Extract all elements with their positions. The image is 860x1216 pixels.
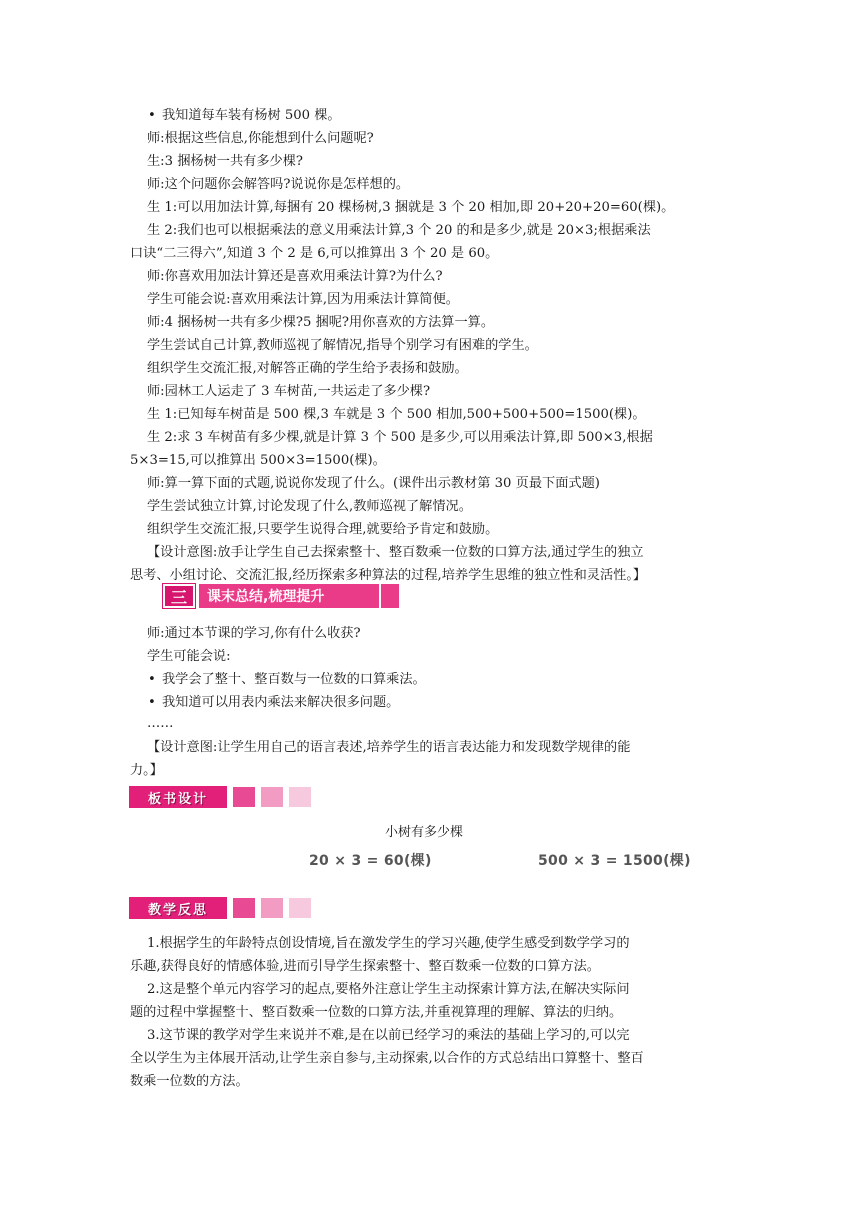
board-formula-left: 20 × 3 = 60(棵) <box>309 853 432 869</box>
dialog-line: 生:3 捆杨树一共有多少棵? <box>147 154 303 169</box>
design-intent: 力。】 <box>130 763 163 778</box>
section-title: 课末总结,梳理提升 <box>199 584 399 608</box>
bullet-icon: • <box>148 108 156 123</box>
dialog-line: 组织学生交流汇报,只要学生说得合理,就要给予肯定和鼓励。 <box>147 522 499 537</box>
section-number: 三 <box>163 584 195 608</box>
bullet-item: • 我知道可以用表内乘法来解决很多问题。 <box>148 691 748 714</box>
dialog-line: 生 1:可以用加法计算,每捆有 20 棵杨树,3 捆就是 3 个 20 相加,即 20+20+20=60(棵)。 <box>147 200 675 215</box>
design-intent: 思考、小组讨论、交流汇报,经历探索多种算法的过程,培养学生思维的独立性和灵活性。】 <box>130 568 647 583</box>
design-intent: 【设计意图:放手让学生自己去探索整十、整百数乘一位数的口算方法,通过学生的独立 <box>147 545 644 560</box>
decor-square <box>261 898 283 918</box>
reflection-line: 乐趣,获得良好的情感体验,进而引导学生探索整十、整百数乘一位数的口算方法。 <box>130 959 600 974</box>
dialog-line: 师:这个问题你会解答吗?说说你是怎样想的。 <box>147 177 410 192</box>
reflection-line: 1.根据学生的年龄特点创设情境,旨在激发学生的学习兴趣,使学生感受到数学学习的 <box>147 936 630 951</box>
dialog-line: 师:4 捆杨树一共有多少棵?5 捆呢?用你喜欢的方法算一算。 <box>147 315 495 330</box>
bullet-item: • 我知道每车装有杨树 500 棵。 <box>148 104 748 127</box>
board-formula-right: 500 × 3 = 1500(棵) <box>538 853 691 869</box>
dialog-line: 师:通过本节课的学习,你有什么收获? <box>147 626 361 641</box>
dialog-line: 5×3=15,可以推算出 500×3=1500(棵)。 <box>130 453 386 468</box>
bullet-icon: • <box>148 695 156 710</box>
dialog-line: 生 2:求 3 车树苗有多少棵,就是计算 3 个 500 是多少,可以用乘法计算,即 500×3,根据 <box>147 430 653 445</box>
dialog-line: 师:根据这些信息,你能想到什么问题呢? <box>147 131 374 146</box>
dialog-line: 学生尝试独立计算,讨论发现了什么,教师巡视了解情况。 <box>147 499 472 514</box>
dialog-line: 学生尝试自己计算,教师巡视了解情况,指导个别学习有困难的学生。 <box>147 338 538 353</box>
reflection-label: 教学反思 <box>129 897 227 919</box>
dialog-line: 学生可能会说:喜欢用乘法计算,因为用乘法计算简便。 <box>147 292 459 307</box>
dialog-line: 生 1:已知每车树苗是 500 棵,3 车就是 3 个 500 相加,500+500+500=1500(棵)。 <box>147 407 646 422</box>
decor-square <box>233 787 255 807</box>
decor-square <box>289 787 311 807</box>
reflection-tag <box>129 897 311 919</box>
reflection-line: 题的过程中掌握整十、整百数乘一位数的口算方法,并重视算理的理解、算法的归纳。 <box>130 1005 623 1020</box>
dialog-line: 组织学生交流汇报,对解答正确的学生给予表扬和鼓励。 <box>147 361 468 376</box>
reflection-line: 全以学生为主体展开活动,让学生亲自参与,主动探索,以合作的方式总结出口算整十、整百 <box>130 1051 644 1066</box>
section-heading <box>163 584 399 608</box>
decor-square <box>261 787 283 807</box>
dialog-line: 师:你喜欢用加法计算还是喜欢用乘法计算?为什么? <box>147 269 443 284</box>
dialog-line: 师:算一算下面的式题,说说你发现了什么。(课件出示教材第 30 页最下面式题) <box>147 476 600 491</box>
dialog-line: 学生可能会说: <box>147 649 231 664</box>
design-intent: 【设计意图:让学生用自己的语言表述,培养学生的语言表达能力和发现数学规律的能 <box>147 740 631 755</box>
reflection-line: 2.这是整个单元内容学习的起点,要格外注意让学生主动探索计算方法,在解决实际问 <box>147 982 630 997</box>
board-title: 小树有多少棵 <box>385 825 464 840</box>
board-design-tag <box>129 786 311 808</box>
decor-square <box>233 898 255 918</box>
dialog-line: 生 2:我们也可以根据乘法的意义用乘法计算,3 个 20 的和是多少,就是 20×3;根据乘法 <box>147 223 651 238</box>
reflection-line: 数乘一位数的方法。 <box>130 1074 249 1089</box>
dialog-line: 口诀“二三得六”,知道 3 个 2 是 6,可以推算出 3 个 20 是 60。 <box>130 246 499 261</box>
bullet-item: • 我学会了整十、整百数与一位数的口算乘法。 <box>148 668 748 691</box>
decor-square <box>289 898 311 918</box>
bullet-icon: • <box>148 672 156 687</box>
reflection-line: 3.这节课的教学对学生来说并不难,是在以前已经学习的乘法的基础上学习的,可以完 <box>147 1028 630 1043</box>
board-design-label: 板书设计 <box>129 786 227 808</box>
dialog-line: 师:园林工人运走了 3 车树苗,一共运走了多少棵? <box>147 384 431 399</box>
ellipsis: …… <box>147 716 174 731</box>
